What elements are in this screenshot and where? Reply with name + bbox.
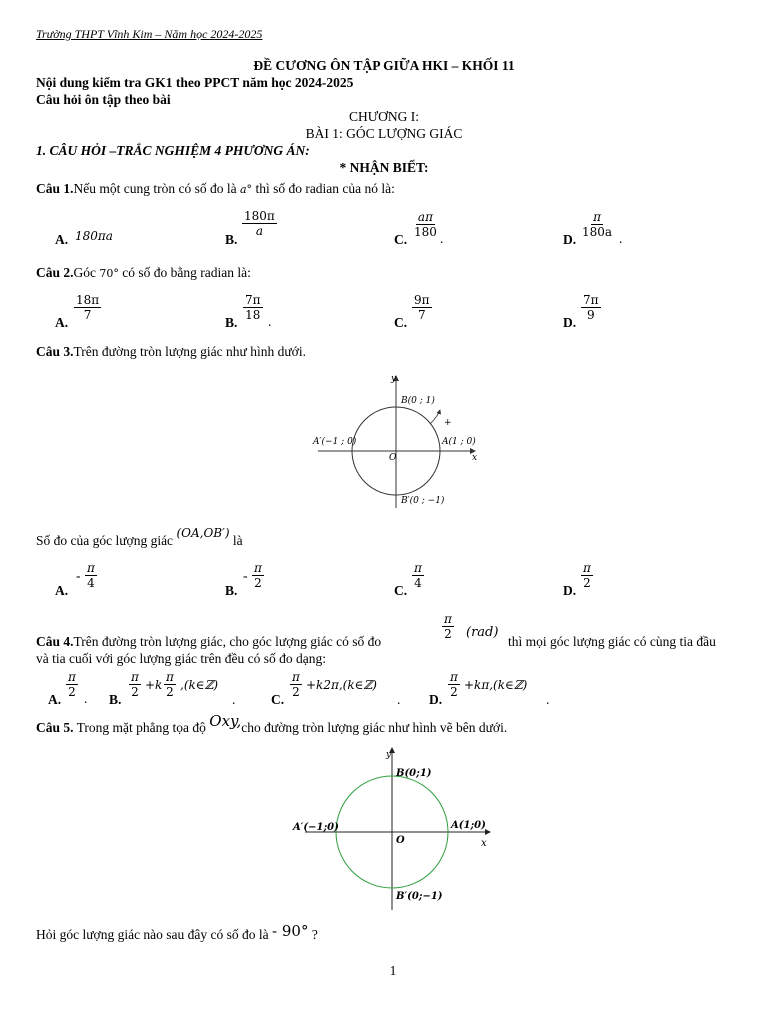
option-letter: D. — [429, 692, 443, 707]
page-header: Trường THPT Vĩnh Kim – Năm học 2024-2025 — [36, 27, 263, 41]
question-1 — [36, 181, 395, 197]
question-text: là — [232, 533, 243, 548]
option-letter: A. — [55, 232, 69, 247]
point-a-label: A(1 ; 0) — [442, 437, 476, 447]
question-3-ask — [36, 526, 243, 549]
option-dot: . — [440, 231, 444, 246]
section-heading: 1. CÂU HỎI –TRẮC NGHIỆM 4 PHƯƠNG ÁN: — [36, 143, 310, 158]
option-sign: - — [76, 568, 81, 583]
point-b-neg-label: B′(0 ; −1) — [401, 496, 445, 506]
page-number: 1 — [389, 963, 397, 978]
math-unit: (rad) — [466, 625, 499, 640]
option-fraction: $\frac{a\pi}{180}$ — [414, 210, 437, 239]
question-3 — [36, 344, 306, 360]
option-letter: C. — [394, 315, 408, 330]
option-fraction: $\frac{7\pi}{18}$ — [245, 293, 261, 322]
question-label: Câu 5. — [36, 720, 74, 735]
option-letter: B. — [109, 692, 122, 707]
option-fraction: $\frac{\pi}{2}$ — [254, 561, 262, 590]
direction-arrow — [430, 410, 440, 424]
unit-circle-figure-2 — [285, 742, 495, 912]
option-fraction: $\frac{\pi}{2}$ — [292, 670, 300, 699]
option-dot: . — [232, 692, 236, 707]
option-letter: C. — [394, 232, 408, 247]
option-fraction: $\frac{18\pi}{7}$ — [76, 293, 100, 322]
level-heading: * NHẬN BIẾT: — [339, 160, 429, 175]
option-fraction: $\frac{7\pi}{9}$ — [583, 293, 599, 322]
math-variable: a° — [240, 183, 253, 196]
question-text: Góc — [73, 265, 97, 280]
option-dot: . — [397, 692, 401, 707]
question-label: Câu 2. — [36, 265, 74, 280]
question-5-ask — [36, 922, 318, 943]
option-letter: A. — [55, 315, 69, 330]
option-fraction: $\frac{\pi}{180a}$ — [582, 210, 613, 239]
origin-label: O — [389, 453, 397, 463]
option-fraction: $\frac{\pi}{4}$ — [414, 561, 422, 590]
option-fraction: $\frac{\pi}{2}$ — [450, 670, 458, 699]
question-text: thì mọi góc lượng giác có cùng tia đầu — [508, 634, 716, 649]
document-title: ĐỀ CƯƠNG ÔN TẬP GIỮA HKI – KHỐI 11 — [253, 58, 515, 73]
question-text: Hỏi góc lượng giác nào sau đây có số đo là — [36, 927, 269, 942]
option-dot: . — [546, 692, 550, 707]
option-dot: . — [619, 231, 623, 246]
question-text: cho đường tròn lượng giác như hình vẽ bên dưới. — [241, 720, 508, 735]
question-text: có số đo bằng radian là: — [122, 265, 251, 280]
option-letter: C. — [394, 583, 408, 598]
question-label: Câu 4. — [36, 634, 74, 649]
question-text: và tia cuối với góc lượng giác trên đều có số đo dạng: — [36, 651, 327, 666]
question-text: Trong mặt phẳng tọa độ — [76, 720, 206, 735]
option-fraction: $\frac{\pi}{2}$ — [583, 561, 591, 590]
option-fraction: $\frac{180\pi}{a}$ — [244, 209, 275, 238]
question-5 — [36, 712, 508, 736]
origin-label: O — [396, 835, 405, 846]
point-a-label: A(1;0) — [451, 820, 486, 831]
option-fraction: $\frac{\pi}{2}$ — [131, 670, 139, 699]
option-letter: B. — [225, 315, 238, 330]
x-label: x — [481, 838, 487, 849]
question-text: Nếu một cung tròn có số đo là — [73, 181, 237, 196]
point-b-neg-label: B′(0;−1) — [396, 891, 443, 902]
option-dot: . — [84, 691, 88, 706]
option-letter: A. — [48, 692, 62, 707]
review-line: Câu hỏi ôn tập theo bài — [36, 92, 171, 107]
point-b-label: B(0;1) — [396, 768, 432, 779]
option-dot: . — [268, 314, 272, 329]
question-text: Số đo của góc lượng giác — [36, 533, 174, 548]
option-letter: A. — [55, 583, 69, 598]
point-b-label: B(0 ; 1) — [401, 396, 435, 406]
option-letter: D. — [563, 232, 577, 247]
question-4 — [36, 634, 381, 650]
question-text: Trên đường tròn lượng giác, cho góc lượng giác có số đo — [73, 634, 382, 649]
option-letter: D. — [563, 315, 577, 330]
math-fraction: $\frac{\pi}{2}$ — [444, 612, 452, 641]
lesson-heading: BÀI 1: GÓC LƯỢNG GIÁC — [305, 126, 463, 141]
option-fraction: $\frac{\pi}{2}$ — [166, 670, 174, 699]
option-expression: 180πa — [75, 229, 113, 243]
question-text: thì số đo radian của nó là: — [255, 181, 395, 196]
y-label: y — [386, 750, 392, 760]
option-letter: B. — [225, 232, 238, 247]
option-letter: D. — [563, 583, 577, 598]
option-fraction: $\frac{9\pi}{7}$ — [414, 293, 430, 322]
math-value: 70° — [99, 267, 119, 280]
option-expression: +k — [145, 678, 163, 692]
math-variable: Oxy, — [209, 712, 242, 730]
question-label: Câu 1. — [36, 181, 74, 196]
question-text: Trên đường tròn lượng giác như hình dưới. — [73, 344, 306, 359]
option-fraction: $\frac{\pi}{2}$ — [68, 670, 76, 699]
option-expression: ,(k∈ℤ) — [180, 678, 219, 692]
question-text: ? — [311, 927, 318, 942]
question-label: Câu 3. — [36, 344, 74, 359]
math-value: - 90° — [272, 922, 309, 940]
option-letter: C. — [271, 692, 285, 707]
plus-label: + — [444, 418, 452, 428]
option-expression: +k2π,(k∈ℤ) — [306, 678, 377, 692]
point-a-neg-label: A′(−1 ; 0) — [313, 437, 357, 447]
option-fraction: $\frac{\pi}{4}$ — [87, 561, 95, 590]
chapter-heading: CHƯƠNG I: — [348, 109, 420, 124]
x-label: x — [472, 453, 478, 463]
math-expression: (OA,OB′) — [176, 526, 230, 540]
option-expression: +kπ,(k∈ℤ) — [464, 678, 528, 692]
content-line: Nội dung kiểm tra GK1 theo PPCT năm học 2024-2025 — [36, 75, 354, 90]
option-sign: - — [243, 568, 248, 583]
unit-circle-figure-1 — [310, 368, 480, 513]
y-label: y — [391, 374, 397, 384]
point-a-neg-label: A′(−1;0) — [293, 822, 339, 833]
question-2 — [36, 265, 251, 281]
option-letter: B. — [225, 583, 238, 598]
